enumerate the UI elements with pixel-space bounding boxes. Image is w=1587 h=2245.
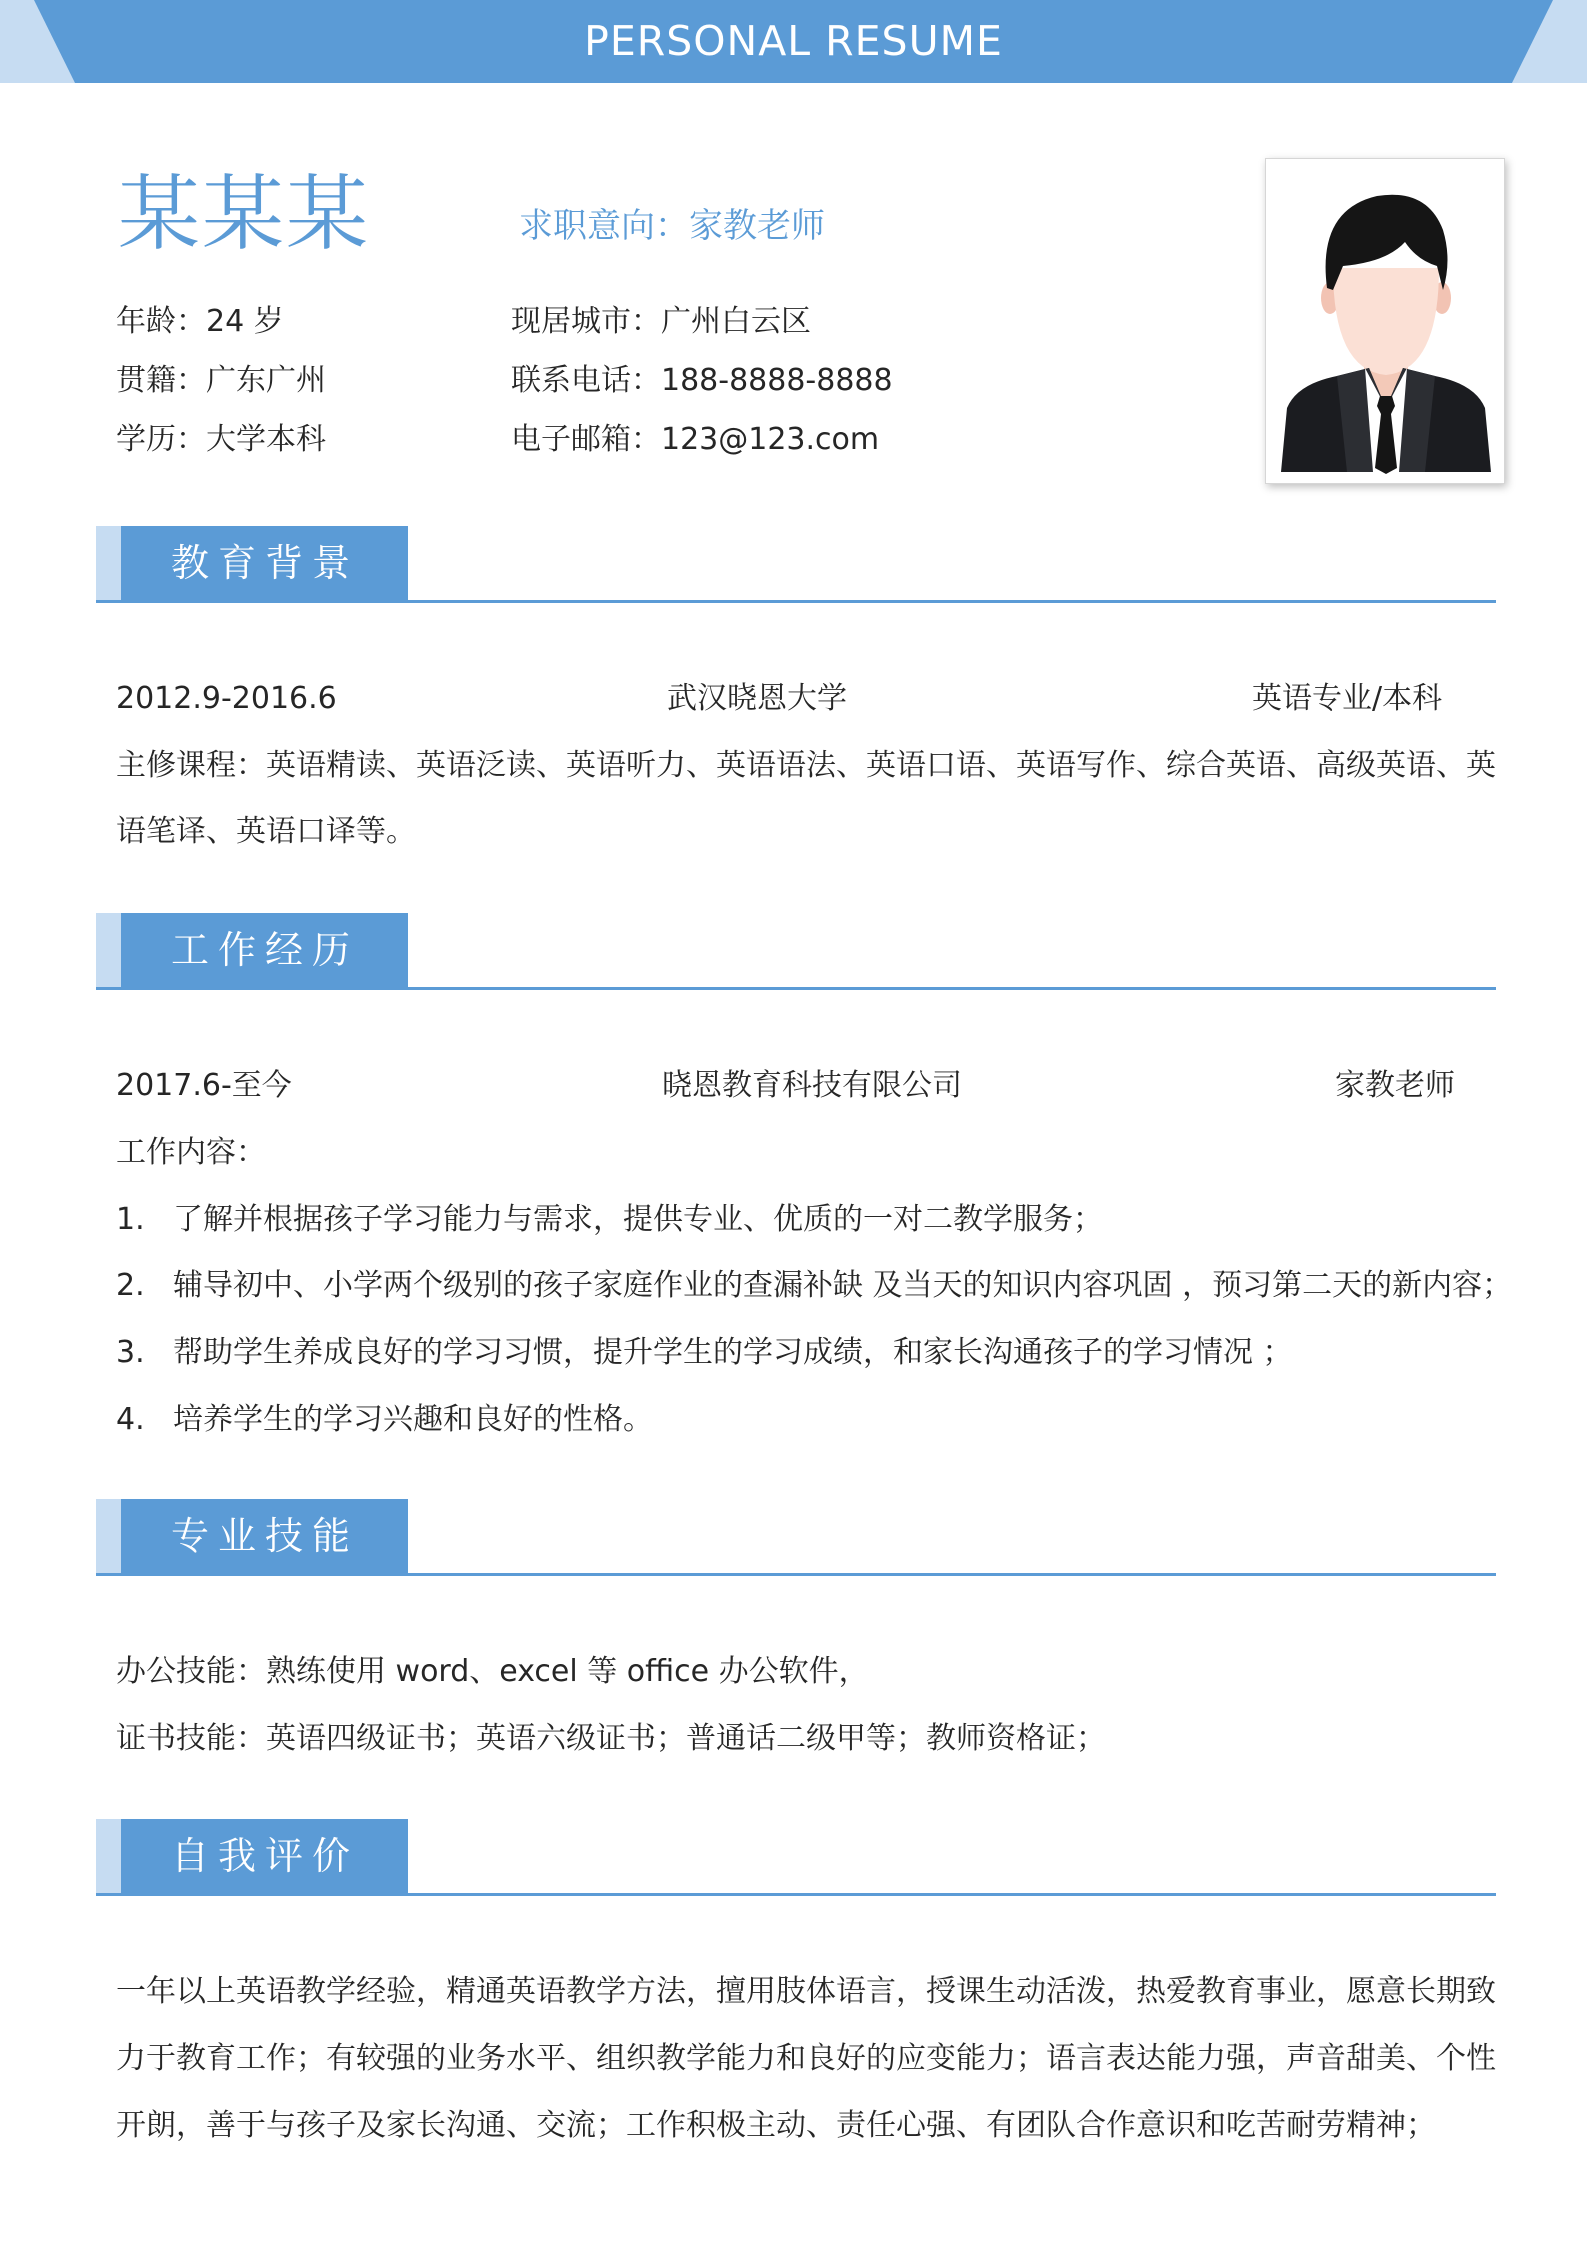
- list-item: 帮助学生养成良好的学习习惯，提升学生的学习成绩，和家长沟通孩子的学习情况 ；: [173, 1335, 1293, 1370]
- section-divider: [96, 1893, 1496, 1896]
- education-courses-line2: 语笔译、英语口译等。: [116, 814, 416, 849]
- work-company: 晓恩教育科技有限公司: [662, 1068, 962, 1103]
- list-item-number: 1.: [116, 1202, 145, 1237]
- banner-title: PERSONAL RESUME: [584, 17, 1003, 65]
- info-city: 现居城市：广州白云区: [511, 304, 811, 339]
- list-item-number: 3.: [116, 1335, 145, 1370]
- avatar-icon: [1277, 170, 1495, 474]
- skills-certificates: 证书技能：英语四级证书；英语六级证书；普通话二级甲等；教师资格证；: [116, 1721, 1106, 1756]
- work-position: 家教老师: [1335, 1068, 1455, 1103]
- skills-office: 办公技能：熟练使用 word、excel 等 office 办公软件，: [116, 1654, 869, 1689]
- section-header-work: [96, 913, 1496, 991]
- section-divider: [96, 1573, 1496, 1576]
- section-accent-tab: [96, 1499, 121, 1573]
- list-item: 了解并根据孩子学习能力与需求，提供专业、优质的一对二教学服务；: [173, 1202, 1103, 1237]
- info-email: 电子邮箱：123@123.com: [511, 422, 880, 457]
- info-native-place: 贯籍：广东广州: [116, 363, 326, 398]
- section-accent-tab: [96, 913, 121, 987]
- education-period: 2012.9-2016.6: [116, 681, 337, 716]
- list-item-number: 2.: [116, 1268, 145, 1303]
- work-period: 2017.6-至今: [116, 1068, 292, 1103]
- section-title: 工作经历: [171, 928, 360, 972]
- candidate-name: 某某某: [118, 167, 371, 262]
- section-title: 专业技能: [171, 1514, 360, 1558]
- section-title: 教育背景: [171, 541, 360, 585]
- self-eval-line2: 力于教育工作；有较强的业务水平、组织教学能力和良好的应变能力；语言表达能力强，声音甜美、个性: [116, 2041, 1496, 2076]
- section-accent-tab: [96, 1819, 121, 1893]
- list-item-number: 4.: [116, 1402, 145, 1437]
- info-age: 年龄：24 岁: [116, 304, 284, 339]
- top-banner: [0, 0, 1587, 83]
- section-divider: [96, 600, 1496, 603]
- info-phone: 联系电话：188-8888-8888: [511, 363, 893, 398]
- job-intention: 求职意向：家教老师: [519, 206, 825, 246]
- education-courses-line1: 主修课程：英语精读、英语泛读、英语听力、英语语法、英语口语、英语写作、综合英语、高级英语、英: [116, 748, 1496, 783]
- profile-photo: [1265, 158, 1505, 484]
- work-content-label: 工作内容：: [116, 1135, 266, 1170]
- section-header-education: [96, 526, 1496, 604]
- section-header-self-evaluation: [96, 1819, 1496, 1897]
- education-major: 英语专业/本科: [1252, 681, 1443, 716]
- list-item: 辅导初中、小学两个级别的孩子家庭作业的查漏补缺 及当天的知识内容巩固 ，预习第二天的新内容；: [173, 1268, 1513, 1303]
- section-title: 自我评价: [171, 1834, 360, 1878]
- self-eval-line3: 开朗，善于与孩子及家长沟通、交流；工作积极主动、责任心强、有团队合作意识和吃苦耐劳精神；: [116, 2108, 1436, 2143]
- info-education: 学历：大学本科: [116, 422, 326, 457]
- self-eval-line1: 一年以上英语教学经验，精通英语教学方法，擅用肢体语言，授课生动活泼，热爱教育事业，愿意长期致: [116, 1974, 1496, 2009]
- section-divider: [96, 987, 1496, 990]
- section-header-skills: [96, 1499, 1496, 1577]
- list-item: 培养学生的学习兴趣和良好的性格。: [173, 1402, 653, 1437]
- section-accent-tab: [96, 526, 121, 600]
- education-school: 武汉晓恩大学: [667, 681, 847, 716]
